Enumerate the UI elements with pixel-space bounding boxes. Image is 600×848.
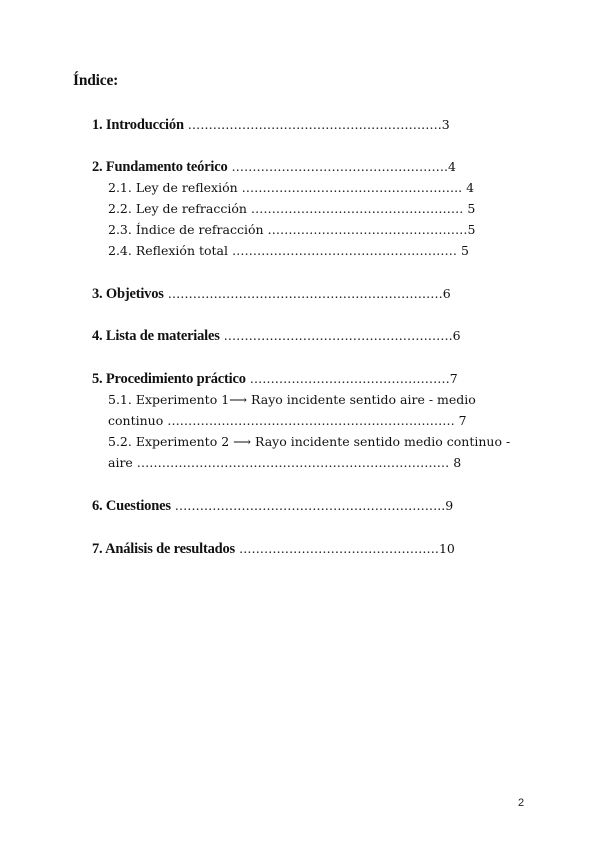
toc-entry-procedimiento[interactable] xyxy=(92,371,458,387)
toc-entry-label: 2.2. Ley de refracción xyxy=(108,201,251,216)
toc-entry-page: 10 xyxy=(438,541,455,556)
toc-entry-label: 3. Objetivos xyxy=(92,286,164,302)
toc-entry-page: 5 xyxy=(467,222,476,237)
toc-entry-page: 6 xyxy=(442,286,451,301)
toc-entry-lista-materiales[interactable] xyxy=(92,328,461,344)
page-number: 2 xyxy=(518,797,525,809)
toc-entry-leader: ……………………………………………. xyxy=(227,159,448,174)
toc-heading: Índice: xyxy=(73,72,119,89)
toc-entry-label: 5. Procedimiento práctico xyxy=(92,371,246,387)
toc-entry-page: 6 xyxy=(452,328,461,343)
toc-subentry-experimento-1-line2[interactable] xyxy=(108,413,467,429)
toc-entry-leader: ……………………………………………………….. xyxy=(170,498,446,513)
toc-entry-objetivos[interactable] xyxy=(92,286,451,302)
toc-entry-leader: aire ………………………………………………………………… xyxy=(108,455,450,470)
toc-entry-label: 2.1. Ley de reflexión xyxy=(108,180,242,195)
toc-entry-label: 4. Lista de materiales xyxy=(92,328,220,344)
toc-entry-page: 9 xyxy=(445,498,454,513)
toc-subentry-experimento-2-line1[interactable] xyxy=(108,434,510,450)
toc-entry-page: 5 xyxy=(460,243,469,258)
toc-entry-leader: ……………………………………………………. xyxy=(183,117,442,132)
toc-entry-page: 5 xyxy=(467,201,476,216)
toc-entry-fundamento[interactable] xyxy=(92,159,456,175)
toc-subentry-experimento-2-line2[interactable] xyxy=(108,455,461,471)
toc-entry-introduccion[interactable] xyxy=(92,117,450,133)
toc-entry-label: 7. Análisis de resultados xyxy=(92,541,235,557)
toc-entry-cuestiones[interactable] xyxy=(92,498,453,514)
toc-entry-analisis-resultados[interactable] xyxy=(92,541,455,557)
toc-entry-leader: continuo …………………………………………………………… xyxy=(108,413,455,428)
toc-entry-leader: ………………………………………… xyxy=(235,541,439,556)
toc-entry-page: 7 xyxy=(449,371,458,386)
toc-subentry-indice-refraccion[interactable] xyxy=(108,222,476,238)
toc-entry-leader: ……………………………………………… xyxy=(231,243,461,258)
toc-entry-label: 5.2. Experimento 2 ⟶ Rayo incidente sentido medio continuo - xyxy=(108,434,511,449)
toc-entry-label: 1. Introducción xyxy=(92,117,184,133)
toc-entry-label: 2. Fundamento teórico xyxy=(92,159,228,175)
toc-entry-leader: ………………………………………………………… xyxy=(163,286,443,301)
toc-entry-page: 3 xyxy=(441,117,450,132)
toc-entry-label: 6. Cuestiones xyxy=(92,498,171,514)
toc-entry-page: 4 xyxy=(462,180,475,195)
toc-entry-page: 7 xyxy=(454,413,467,428)
toc-entry-leader: …………………………………………… xyxy=(250,201,468,216)
toc-entry-page: 8 xyxy=(449,455,462,470)
toc-subentry-experimento-1-line1[interactable] xyxy=(108,392,476,408)
toc-entry-leader: ………………………………………… xyxy=(245,371,450,386)
toc-entry-leader: ………………………………………………. xyxy=(219,328,453,343)
toc-entry-leader: …………………………………………….. xyxy=(241,180,463,195)
toc-entry-label: 2.3. Índice de refracción xyxy=(108,222,268,237)
toc-subentry-ley-refraccion[interactable] xyxy=(108,201,475,217)
toc-entry-leader: ………………………………………… xyxy=(267,222,468,237)
toc-entry-page: 4 xyxy=(448,159,456,174)
toc-subentry-reflexion-total[interactable] xyxy=(108,243,469,259)
toc-subentry-ley-reflexion[interactable] xyxy=(108,180,474,196)
toc-entry-label: 5.1. Experimento 1⟶ Rayo incidente sentido aire - medio xyxy=(108,392,476,407)
toc-entry-label: 2.4. Reflexión total xyxy=(108,243,232,258)
